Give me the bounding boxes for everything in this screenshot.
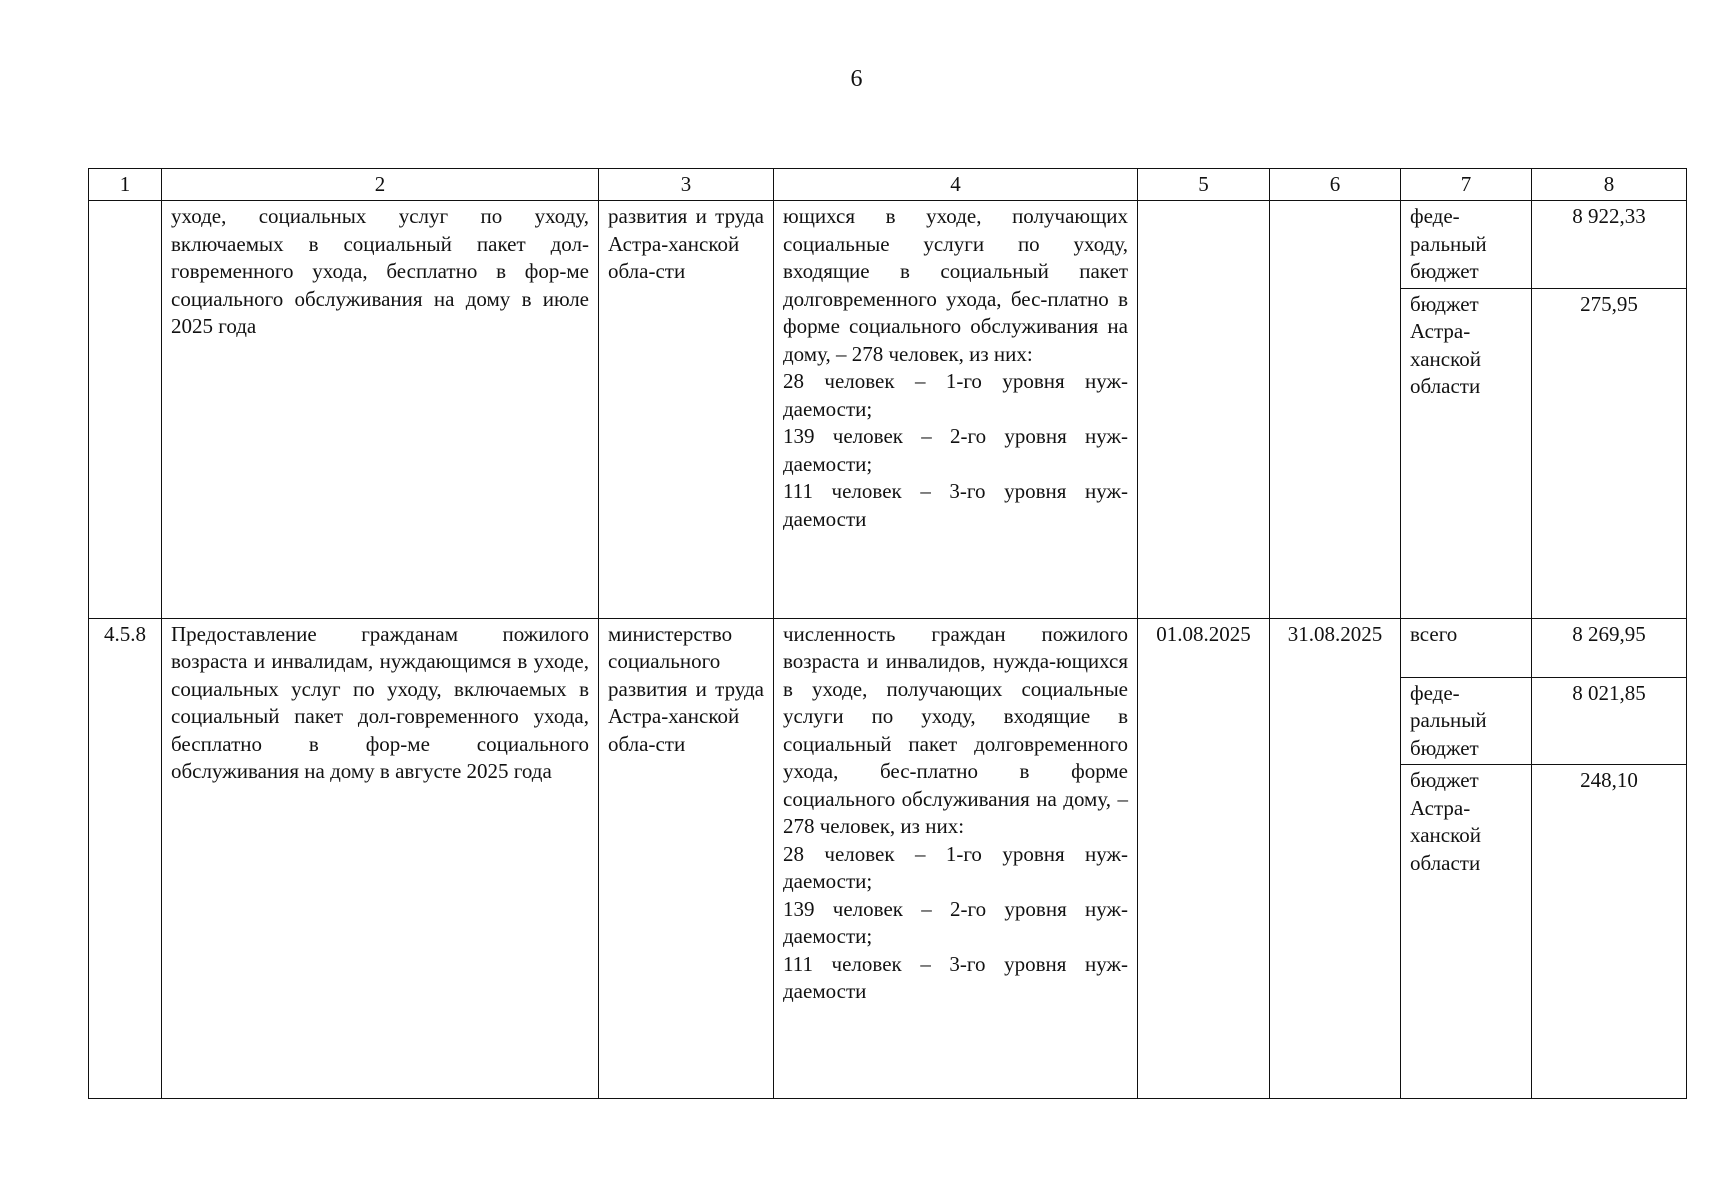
start-date: 01.08.2025 [1138, 618, 1270, 1099]
page-number: 6 [850, 66, 863, 92]
header-cell: 7 [1401, 169, 1532, 201]
header-row [89, 169, 1687, 201]
funding-amount: 275,95 [1532, 288, 1687, 618]
indicator-description: численность граждан пожилого возраста и инвалидов, нужда-ющихся в уходе, получающих социальные услуги по уходу, входящие в социальный пакет долговременного ухода, бес-платно в форме социального обслуживания на дому, – 278 человек, из них: 28 человек – 1-го уровня нуж-даемости; 139 человек – 2-го уровня нуж-даемости; 111 человек – 3-го уровня нуж-даемости [774, 618, 1138, 1099]
measure-description: уходе, социальных услуг по уходу, включаемых в социальный пакет дол-говременного ухода, бесплатно в фор-ме социального обслуживания на дому в июле 2025 года [162, 201, 599, 619]
funding-source: феде- ральный бюджет [1401, 677, 1532, 765]
funding-amount: 8 922,33 [1532, 201, 1687, 289]
header-cell: 5 [1138, 169, 1270, 201]
start-date [1138, 201, 1270, 619]
measure-description: Предоставление гражданам пожилого возраста и инвалидам, нуждающимся в уходе, социальных услуг по уходу, включаемых в социальный пакет дол-говременного ухода, бесплатно в фор-ме социального обслуживания на дому в августе 2025 года [162, 618, 599, 1099]
row-number-cell [89, 201, 162, 619]
row-number-cell: 4.5.8 [89, 618, 162, 1099]
header-cell: 6 [1270, 169, 1401, 201]
header-cell: 1 [89, 169, 162, 201]
funding-source: феде- ральный бюджет [1401, 201, 1532, 289]
header-cell: 4 [774, 169, 1138, 201]
header-cell: 8 [1532, 169, 1687, 201]
indicator-description: ющихся в уходе, получающих социальные услуги по уходу, входящие в социальный пакет долговременного ухода, бес-платно в форме социального обслуживания на дому, – 278 человек, из них: 28 человек – 1-го уровня нуж-даемости; 139 человек – 2-го уровня нуж-даемости; 111 человек – 3-го уровня нуж-даемости [774, 201, 1138, 619]
table-row [89, 618, 1687, 677]
end-date: 31.08.2025 [1270, 618, 1401, 1099]
header-cell: 3 [599, 169, 774, 201]
header-cell: 2 [162, 169, 599, 201]
funding-amount: 248,10 [1532, 765, 1687, 1099]
funding-source: бюджет Астра- ханской области [1401, 288, 1532, 618]
end-date [1270, 201, 1401, 619]
funding-amount: 8 269,95 [1532, 618, 1687, 677]
responsible-executor: министерство социального развития и труда Астра-ханской обла-сти [599, 618, 774, 1099]
funding-amount: 8 021,85 [1532, 677, 1687, 765]
table-row [89, 201, 1687, 289]
funding-source: всего [1401, 618, 1532, 677]
funding-source: бюджет Астра- ханской области [1401, 765, 1532, 1099]
measures-table [88, 168, 1687, 1099]
responsible-executor: развития и труда Астра-ханской обла-сти [599, 201, 774, 619]
